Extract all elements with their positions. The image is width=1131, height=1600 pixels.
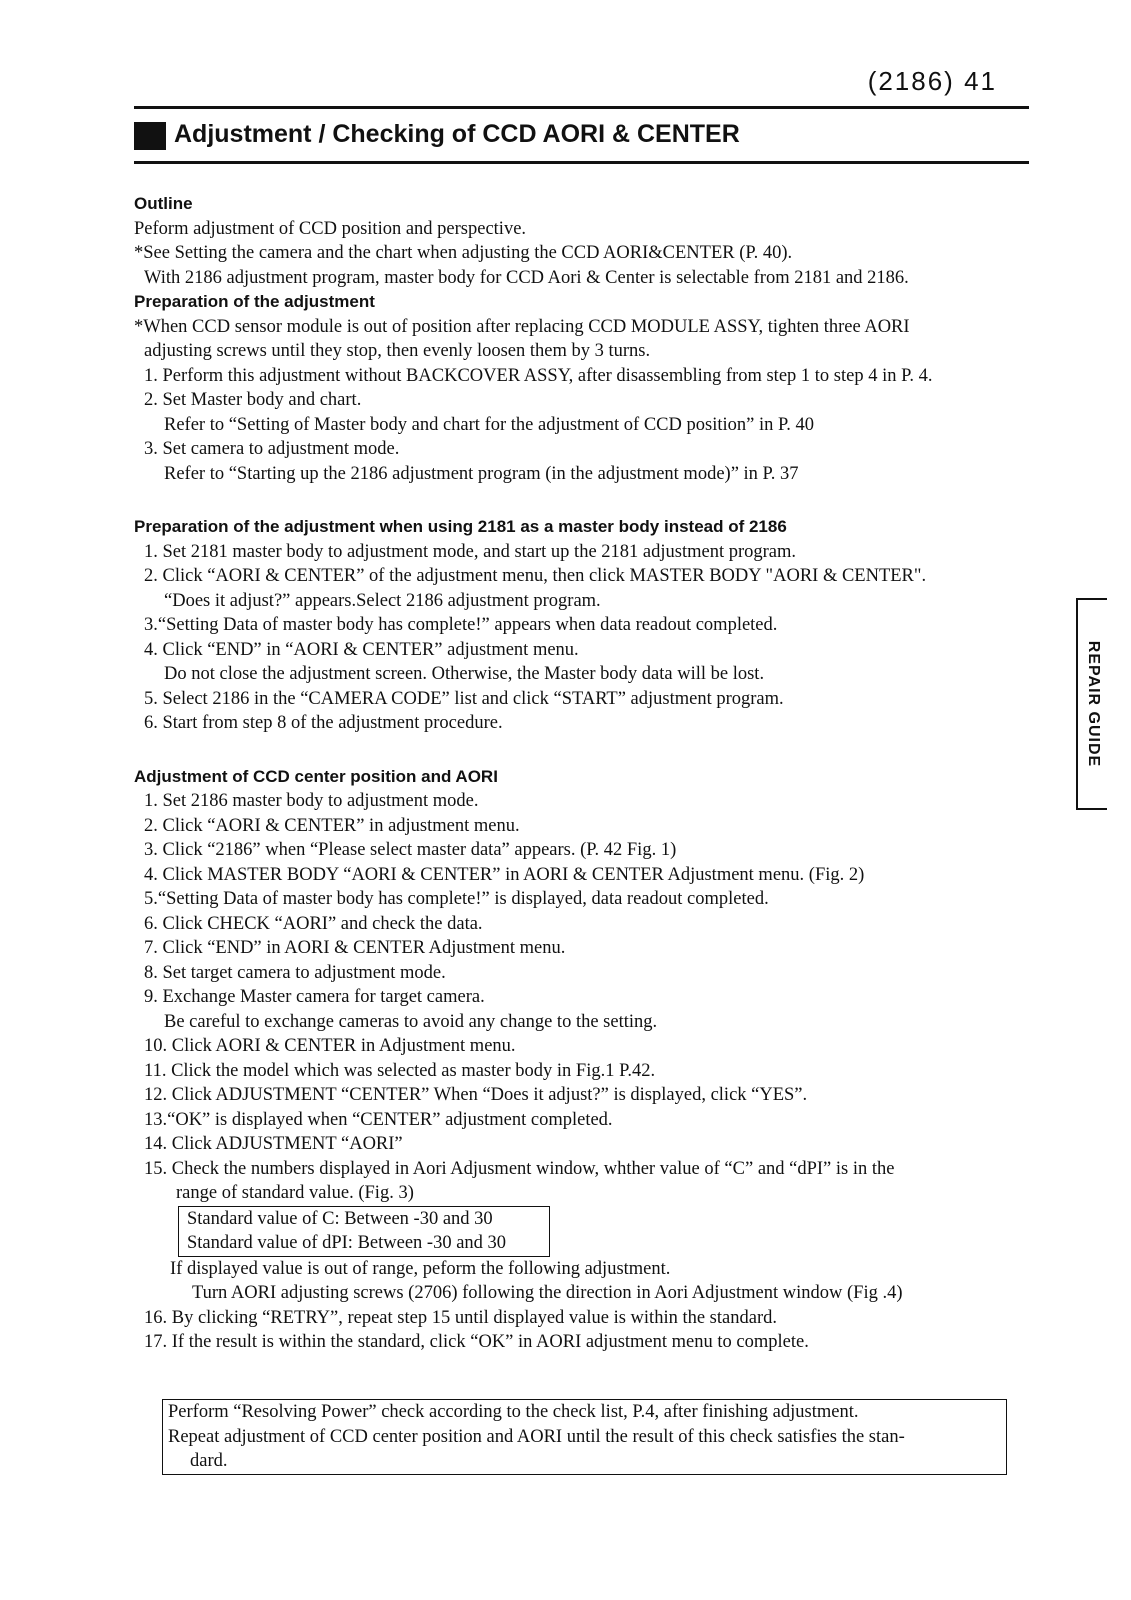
note-line: dard.	[190, 1451, 228, 1471]
adjustment-step: 6. Click CHECK “AORI” and check the data.	[144, 913, 483, 934]
standard-value-box	[178, 1206, 550, 1257]
preparation-2181-heading: Preparation of the adjustment when using 2181 as a master body instead of 2186	[134, 517, 787, 536]
standard-value-dpi: Standard value of dPI: Between -30 and 30	[187, 1233, 507, 1253]
outline-heading: Outline	[134, 194, 193, 213]
preparation-2181-step: 5. Select 2186 in the “CAMERA CODE” list and click “START” adjustment program.	[144, 688, 784, 709]
spacer	[134, 736, 1034, 765]
adjustment-note: If displayed value is out of range, peform the following adjustment.	[170, 1258, 671, 1279]
adjustment-step: 9. Exchange Master camera for target camera.	[144, 987, 485, 1007]
preparation-step: 2. Set Master body and chart.	[144, 390, 362, 410]
repair-guide-label: REPAIR GUIDE	[1084, 640, 1102, 768]
preparation-note: Refer to “Starting up the 2186 adjustment program (in the adjustment mode)” in P. 37	[164, 463, 799, 484]
adjustment-step: 10. Click AORI & CENTER in Adjustment menu.	[144, 1036, 516, 1056]
preparation-2181-step: 1. Set 2181 master body to adjustment mode, and start up the 2181 adjustment program.	[144, 541, 797, 562]
adjustment-step: 4. Click MASTER BODY “AORI & CENTER” in AORI & CENTER Adjustment menu. (Fig. 2)	[144, 864, 865, 885]
outline-line: Peform adjustment of CCD position and perspective.	[134, 218, 527, 239]
standard-value-c: Standard value of C: Between -30 and 30	[187, 1208, 493, 1229]
preparation-line: adjusting screws until they stop, then evenly loosen them by 3 turns.	[144, 341, 651, 361]
adjustment-step: 7. Click “END” in AORI & CENTER Adjustment menu.	[144, 938, 566, 958]
repair-guide-tab	[1076, 598, 1107, 810]
note-line: Perform “Resolving Power” check according to the check list, P.4, after finishing adjustment.	[168, 1402, 859, 1422]
preparation-2181-step: 6. Start from step 8 of the adjustment procedure.	[144, 713, 503, 733]
note-line: Repeat adjustment of CCD center position and AORI until the result of this check satisfies the stan-	[168, 1426, 905, 1447]
title-rule	[134, 161, 1029, 164]
preparation-line: *When CCD sensor module is out of position after replacing CCD MODULE ASSY, tighten three AORI	[134, 316, 910, 337]
adjustment-step: 5.“Setting Data of master body has complete!” is displayed, data readout completed.	[144, 889, 769, 909]
adjustment-note: Be careful to exchange cameras to avoid any change to the setting.	[164, 1011, 658, 1032]
outline-line: *See Setting the camera and the chart when adjusting the CCD AORI&CENTER (P. 40).	[134, 243, 793, 263]
preparation-2181-step: 4. Click “END” in “AORI & CENTER” adjustment menu.	[144, 639, 579, 660]
header-rule	[134, 106, 1029, 109]
preparation-2181-step: 3.“Setting Data of master body has complete!” appears when data readout completed.	[144, 615, 778, 635]
preparation-heading: Preparation of the adjustment	[134, 292, 375, 311]
spacer	[134, 486, 1034, 515]
adjustment-step: 11. Click the model which was selected as master body in Fig.1 P.42.	[144, 1060, 656, 1081]
adjustment-heading: Adjustment of CCD center position and AORI	[134, 766, 498, 786]
preparation-step: 1. Perform this adjustment without BACKCOVER ASSY, after disassembling from step 1 to step 4 in P. 4.	[144, 365, 933, 386]
main-content	[134, 192, 1034, 1355]
preparation-note: Refer to “Setting of Master body and chart for the adjustment of CCD position” in P. 40	[164, 414, 814, 435]
adjustment-note: Turn AORI adjusting screws (2706) following the direction in Aori Adjustment window (Fig .4)	[192, 1283, 903, 1303]
adjustment-step: 14. Click ADJUSTMENT “AORI”	[144, 1134, 403, 1154]
adjustment-step: 17. If the result is within the standard, click “OK” in AORI adjustment menu to complete.	[144, 1332, 809, 1352]
adjustment-step: 2. Click “AORI & CENTER” in adjustment menu.	[144, 815, 520, 836]
adjustment-step: 1. Set 2186 master body to adjustment mode.	[144, 791, 479, 811]
adjustment-step: 8. Set target camera to adjustment mode.	[144, 962, 446, 983]
adjustment-step: 15. Check the numbers displayed in Aori Adjusment window, whther value of “C” and “dPI” is in the	[144, 1158, 895, 1179]
resolving-power-note-box	[162, 1399, 1007, 1475]
outline-line: With 2186 adjustment program, master body for CCD Aori & Center is selectable from 2181 and 2186.	[144, 267, 909, 288]
page-number: (2186) 41	[867, 66, 997, 96]
adjustment-step: 13.“OK” is displayed when “CENTER” adjustment completed.	[144, 1109, 613, 1130]
page-title: Adjustment / Checking of CCD AORI & CENTER	[174, 120, 740, 148]
preparation-2181-note: Do not close the adjustment screen. Otherwise, the Master body data will be lost.	[164, 664, 765, 684]
preparation-step: 3. Set camera to adjustment mode.	[144, 439, 400, 459]
preparation-2181-step: 2. Click “AORI & CENTER” of the adjustment menu, then click MASTER BODY "AORI & CENTER".	[144, 566, 927, 586]
preparation-2181-note: “Does it adjust?” appears.Select 2186 adjustment program.	[164, 590, 601, 611]
adjustment-step: 16. By clicking “RETRY”, repeat step 15 until displayed value is within the standard.	[144, 1307, 777, 1328]
adjustment-note: range of standard value. (Fig. 3)	[176, 1183, 414, 1203]
adjustment-step: 12. Click ADJUSTMENT “CENTER” When “Does it adjust?” is displayed, click “YES”.	[144, 1085, 808, 1105]
title-marker	[134, 122, 166, 150]
adjustment-step: 3. Click “2186” when “Please select master data” appears. (P. 42 Fig. 1)	[144, 840, 677, 860]
